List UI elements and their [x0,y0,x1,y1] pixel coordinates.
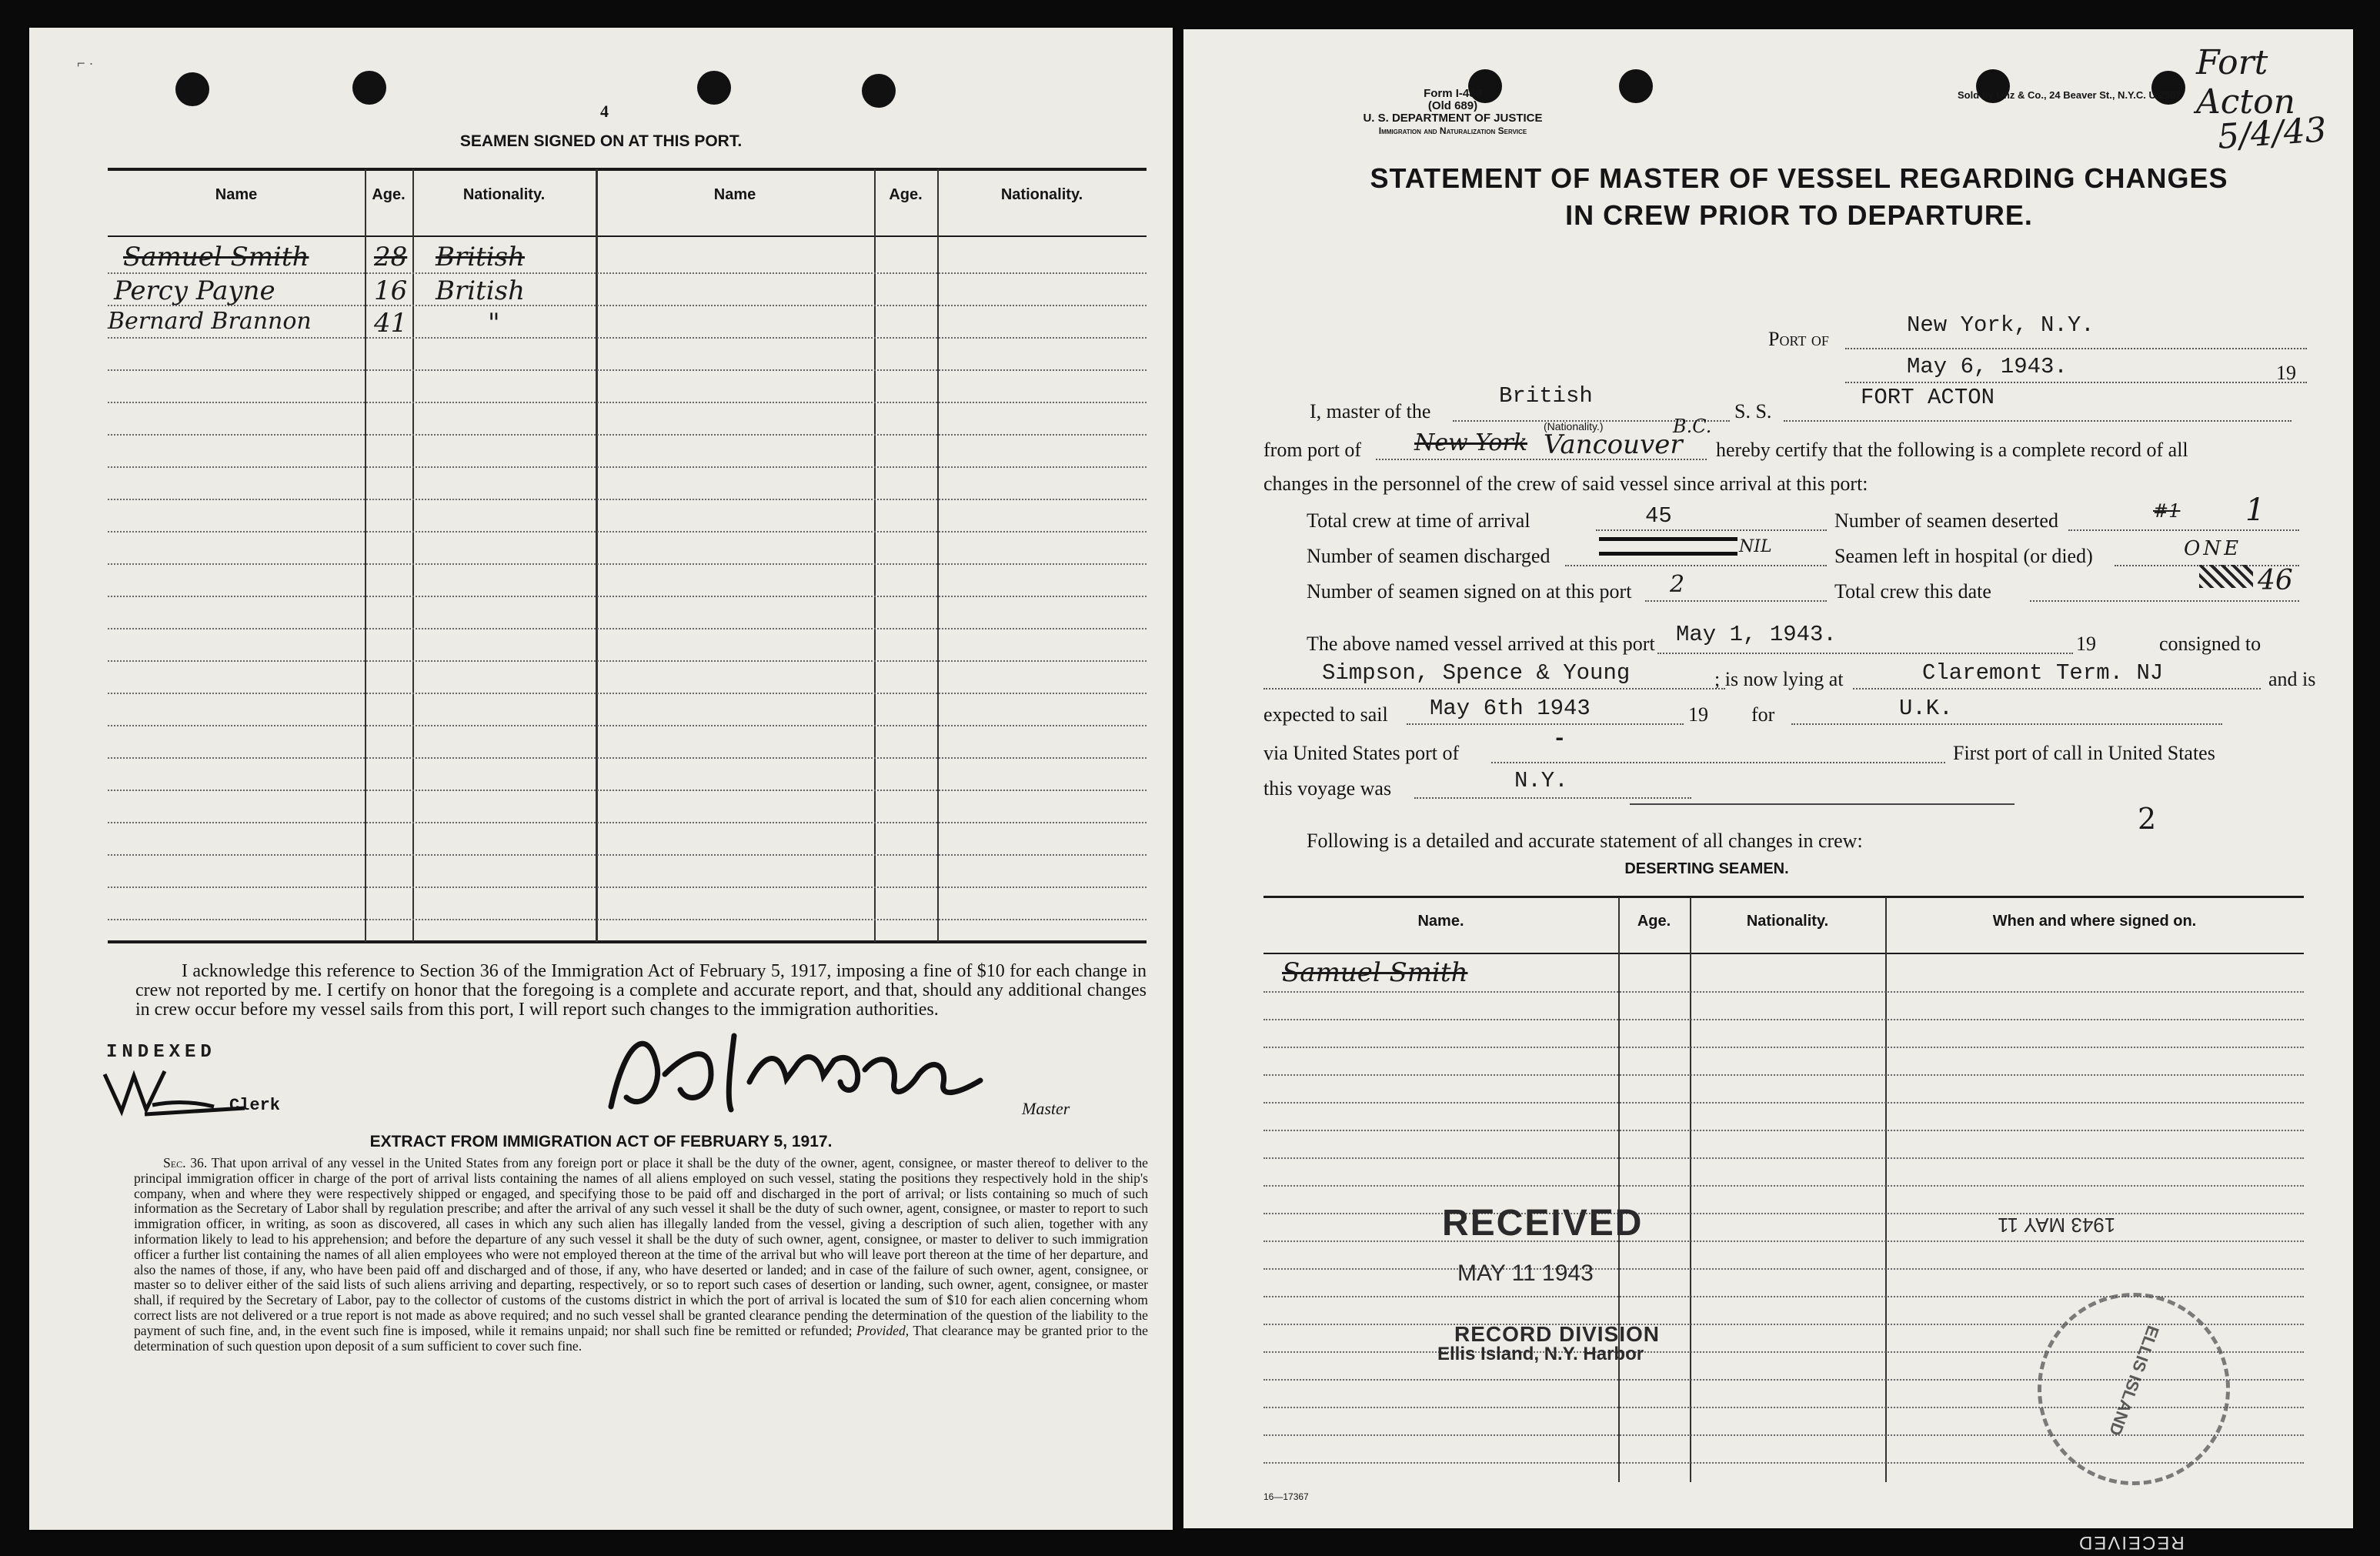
seaman-nationality: British [436,242,525,272]
first-port-label: First port of call in United States [1953,742,2215,764]
seaman-nationality: " [488,308,500,339]
seaman-name: Percy Payne [114,275,275,306]
round-stamp-text: ELLIS ISLAND [2105,1323,2163,1439]
punch-hole [352,71,386,105]
and-is-label: and is [2268,668,2316,690]
table-top-rule [108,168,1147,171]
record-division-stamp: RECORD DIVISION [1454,1322,1661,1346]
deserted-value: 1 [2245,493,2265,528]
punch-hole [697,71,731,105]
department: U. S. DEPARTMENT OF JUSTICE [1363,112,1543,125]
deserting-column-signed-on: When and where signed on. [1992,913,2197,930]
extract-text: That upon arrival of any vessel in the United States from any foreign port or place it shall be the duty of the owner, agent, consignee, or master thereof to deliver to the principal immigration officer in charge of the port of arrival lists containing the names of all aliens employed on such vessel, stating the positions they respectively hold in the ship's company, when and where they were respectively shipped or engaged, and specifying those to be paid off and discharged in the port of arrival; or lists containing so much of such information as the Secretary of Labor shall by regulation prescribe; and after the arrival of any such vessel it shall be the duty of such owner, agent, consignee, or master to report to such immigration officer, in writing, as soon as discovered, all cases in which any such alien has illegally landed from the vessel, giving a description of such alien, together with any information likely to lead to his apprehension; and before the departure of any such vessel it shall be the duty of such owner, agent, consignee, or master to deliver to such immigration officer a further list containing the names of all alien employees who were not employed thereon at the time of the arrival but who will leave port thereon at the time of her departure, and also the names of those, if any, who have been paid off and discharged and of those, if any, who have deserted or landed; and in case of the failure of such owner, agent, consignee, or master so to deliver either of the said lists of such aliens arriving and departing, respectively, or so to report such cases of desertion or landing, such owner, agent, consignee, or master shall, if required by the Secretary of Labor, pay to the collector of customs of the customs district in which the port of arrival is located the sum of $10 for each alien concerning whom correct lists are not delivered or a true report is not made as above required; and no such vessel shall be granted clearance pending the determination of the question of the liability to the payment of such fine, and, in the event such fine is imposed, while it remains unpaid; nor shall such fine be remitted or refunded; [134,1155,1148,1338]
deserted-struck-mark: #1 [2153,500,2181,522]
handwritten-two: 2 [2138,802,2157,836]
column-divider [937,169,939,942]
certify-text: hereby certify that the following is a complete record of all [1716,439,2188,461]
column-divider [874,169,876,942]
deserting-column-age: Age. [1637,913,1671,930]
service: Immigration and Naturalization Service [1378,125,1527,136]
discharged-struck-mark [1599,537,1737,556]
form-title [1260,160,2338,234]
arrived-value: May 1, 1943. [1676,622,1837,647]
seaman-name: Samuel Smith [123,242,309,272]
expected-label: expected to sail [1263,703,1388,726]
title-line-1: STATEMENT OF MASTER OF VESSEL REGARDING CHANGES [1370,162,2228,194]
signed-on-value: 2 [1670,571,1685,598]
discharged-label: Number of seamen discharged [1307,545,1551,567]
column-divider [365,169,366,942]
arrived-label: The above named vessel arrived at this port [1307,633,1655,655]
via-value: - [1553,726,1567,752]
via-label: via United States port of [1263,742,1460,764]
expected-year-prefix: 19 [1688,703,1708,726]
form-footer-code: 16—17367 [1263,1491,1309,1502]
from-port-suffix: B.C. [1673,416,1712,437]
total-crew-struck-mark [2199,565,2253,588]
total-crew-date-label: Total crew this date [1834,580,1991,603]
master-signature [596,1020,1026,1120]
form-old-number: (Old 689) [1427,99,1478,112]
column-header-nationality: Nationality. [462,186,546,203]
page-number: 4 [600,102,609,121]
port-label: Port of [1768,328,1829,350]
column-header-age: Age. [889,186,923,203]
column-divider [1885,897,1887,1482]
extract-text-block [134,1156,1148,1354]
proviso-text: That clearance may be granted prior to the determination of such question upon deposit of a sum sufficient to cover such fine. [134,1322,1148,1354]
indexed-stamp: INDEXED [106,1042,216,1063]
deserting-heading: DESERTING SEAMEN. [1624,860,1789,877]
section-label: Sec. 36. [163,1155,208,1170]
total-crew-arrival-label: Total crew at time of arrival [1307,509,1530,532]
received-stamp: RECEIVED [1442,1203,1644,1244]
deserting-column-name: Name. [1417,913,1464,930]
lying-label: ; is now lying at [1714,668,1844,690]
voyage-value: N.Y. [1514,768,1568,793]
corner-mark: ⌐ · [77,55,94,71]
hospital-label: Seamen left in hospital (or died) [1834,545,2093,567]
consigned-label: consigned to [2159,633,2262,655]
consignee-value: Simpson, Spence & Young [1322,660,1631,686]
form-number: Form I-489 [1424,87,1482,100]
total-crew-arrival-value: 45 [1645,503,1672,529]
acknowledgement-text: I acknowledge this reference to Section 36 of the Immigration Act of February 5, 1917, imposing a fine of $10 for each change in crew not reported by me. I certify on honor that the foregoing is a complete and accurate report, and that, should any additional changes in crew occur before my vessel sails from this port, I will report such changes to the immigration authorities. [135,961,1147,1020]
form-header [1299,88,1607,137]
port-value: New York, N.Y. [1907,312,2095,338]
punch-hole [1619,69,1653,103]
destination-value: U.K. [1899,696,1953,721]
deserting-seaman-name: Samuel Smith [1282,957,1468,988]
record-division-location: Ellis Island, N.Y. Harbor [1437,1344,1644,1364]
proviso-word: Provided, [856,1322,910,1338]
changes-text: changes in the personnel of the crew of said vessel since arrival at this port: [1263,472,1868,495]
from-port-label: from port of [1263,439,1362,461]
left-page [29,28,1173,1530]
following-text: Following is a detailed and accurate statement of all changes in crew: [1307,830,1863,852]
punch-hole [862,74,896,108]
ss-label: S. S. [1734,400,1772,422]
punch-hole [175,72,209,106]
column-divider [1690,897,1691,1482]
printer-credit: Sold by Unz & Co., 24 Beaver St., N.Y.C. U 2507 [1958,89,2181,101]
seaman-age: 41 [374,308,408,339]
deserting-column-nationality: Nationality. [1746,913,1829,930]
received-stamp-date: MAY 11 1943 [1457,1260,1594,1286]
left-heading: SEAMEN SIGNED ON AT THIS PORT. [459,132,743,150]
master-of-label: I, master of the [1310,400,1431,422]
arrived-year-prefix: 19 [2076,633,2096,655]
from-port-value: Vancouver [1544,429,1683,460]
deserting-table-top-rule [1263,896,2304,898]
expected-value: May 6th 1943 [1430,696,1591,721]
vessel-name: FORT ACTON [1861,385,1995,410]
from-port-struck: New York [1414,429,1527,456]
column-divider [596,169,598,942]
column-header-age: Age. [372,186,406,203]
total-crew-date-value: 46 [2258,565,2293,596]
nationality-value: British [1499,383,1593,409]
handwritten-number: 5/4/43 [2216,110,2328,157]
seaman-age: 28 [374,242,408,272]
for-label: for [1751,703,1775,726]
lying-value: Claremont Term. NJ [1922,660,2164,686]
right-page [1183,29,2353,1528]
voyage-rule [1630,803,2014,805]
nationality-caption: (Nationality.) [1544,420,1604,432]
handwritten-vessel-note: Fort Acton [2196,43,2295,122]
title-line-2: IN CREW PRIOR TO DEPARTURE. [1565,199,2033,231]
deserting-table-header-rule [1263,953,2304,954]
year-prefix: 19 [2276,362,2296,384]
signed-on-label: Number of seamen signed on at this port [1307,580,1632,603]
column-header-name: Name [215,186,258,203]
hospital-value: ONE [2184,537,2242,560]
column-divider [1618,897,1620,1482]
voyage-label: this voyage was [1263,777,1392,800]
rotated-stamp-date: 1943 MAY 11 [1998,1214,2116,1237]
column-divider [412,169,414,942]
table-bottom-rule [108,940,1147,943]
master-label: Master [1022,1099,1070,1118]
discharged-value: NIL [1739,537,1772,556]
seaman-name: Bernard Brannon [108,308,312,335]
clerk-label: Clerk [229,1096,281,1115]
column-header-nationality: Nationality. [1000,186,1083,203]
edge-stamp: RECEIVED [2078,1532,2185,1553]
date-value: May 6, 1943. [1907,354,2068,379]
table-header-rule [108,235,1147,237]
seaman-age: 16 [374,275,408,306]
column-header-name: Name [713,186,756,203]
seaman-nationality: British [436,275,525,306]
extract-title: EXTRACT FROM IMMIGRATION ACT OF FEBRUARY 5, 1917. [369,1133,833,1150]
round-inspection-stamp [2038,1293,2230,1485]
deserted-label: Number of seamen deserted [1834,509,2058,532]
